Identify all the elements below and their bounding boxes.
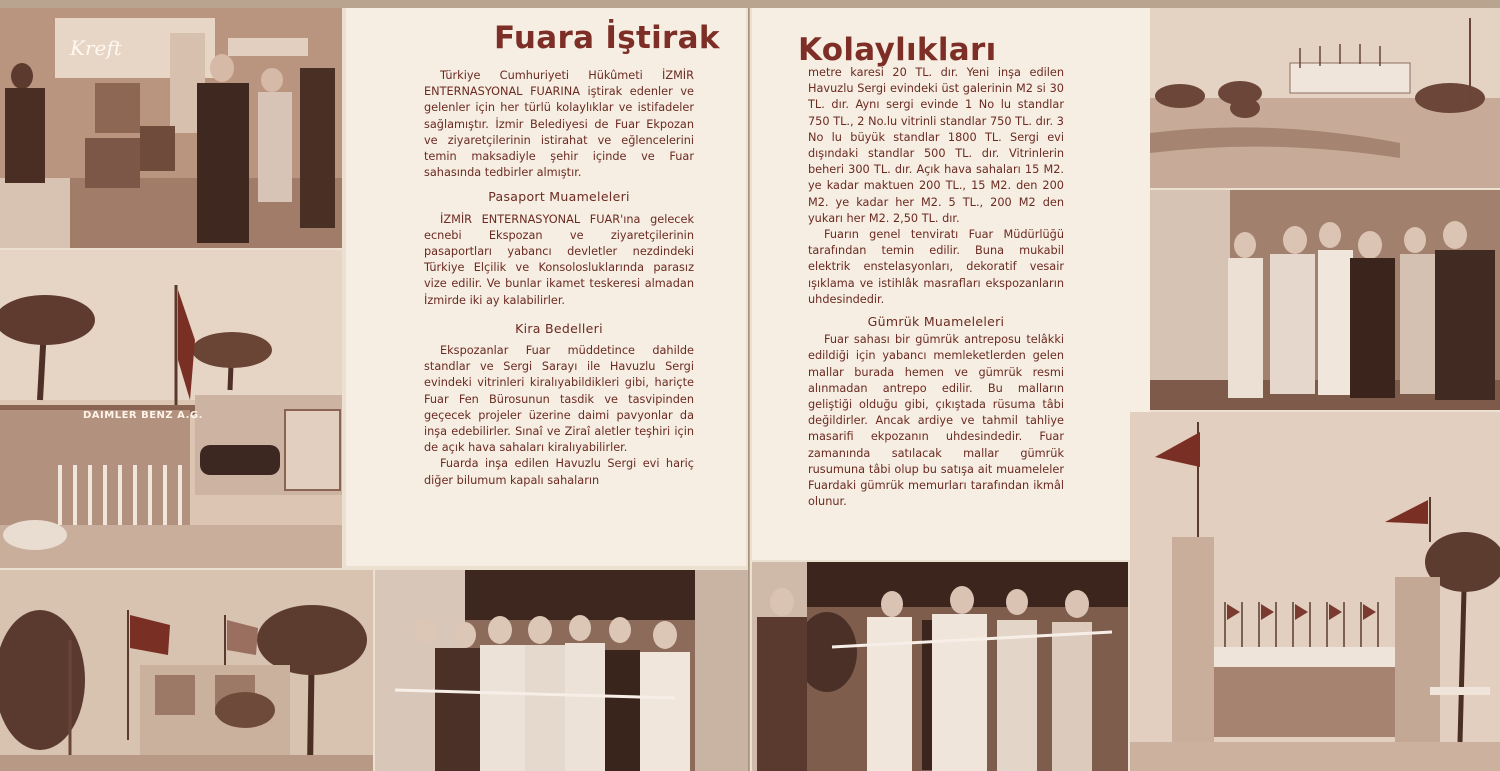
title-kolayliklari: Kolaylıkları [798,32,997,68]
pavilion-flags-illustration [0,570,373,771]
rent-paragraph-2: Fuarda inşa edilen Havuzlu Sergi evi hariç diğer bilumum kapalı sahaların [424,457,694,487]
fairground-overview-illustration [1150,8,1500,188]
rent-paragraph-1: Ekspozanlar Fuar müddetince dahilde standlar ve Sergi Sarayı ile Havuzlu Sergi evindeki vitrinleri kiralıyabildikleri gibi, hariçte Fuar Fen Bürosunun tasdik ve tasvipinden geçecek projeler üzerine daimi pavyonlar da inşa edebilirler. Sınaî ve Ziraî aletler teşhiri için de açık hava sahaları kiralıyabilirler. [424,344,694,455]
photo-ribbon-crowd-left [375,570,748,771]
photo-daimler-pavilion [0,250,342,568]
daimler-pavilion-illustration [0,250,342,568]
left-page [0,8,749,771]
photo-pavilion-flags [0,570,373,771]
left-text-column [424,68,694,489]
intro-paragraph: Türkiye Cumhuriyeti Hükûmeti İZMİR ENTERNASYONAL FUARINA iştirak edenler ve gelenler için her türlü kolaylıklar ve istifadeler sağlamıştır. İzmir Belediyesi de Fuar Ekpozan ve ziyaretçilerinin istirahat ve eğlencelerini temin maksadiyle şehir içinde ve Fuar sahasında tedbirler almıştır. [424,69,694,180]
photo-fairground-overview [1150,8,1500,188]
ribbon-crowd-left-illustration [375,570,748,771]
title-fuara-istirak: Fuara İştirak [494,20,720,56]
heading-passport: Pasaport Muameleleri [488,189,630,205]
photo-ribbon-crowd-right [752,562,1128,771]
customs-paragraph: Fuar sahası bir gümrük antreposu telâkki edildiği için yabancı memleketlerden gelen mallar burada hemen ve gümrük resmi alınmadan antrepo edilir. Bu malların geliştiği olduğu gibi, çıkıştada rüsuma tâbi değildirler. Ancak ardiye ve tahmil tahliye masarifi ekpozanın uhdesindedir. Fuar zamanında satılacak mallar gümrük rusumuna tâbi olup bu satışa ait muameleler Fuardaki gümrük memurları tarafından ikmâl olunur. [808,333,1064,509]
right-page [750,8,1500,771]
heading-customs: Gümrük Muameleleri [867,314,1005,330]
right-text-column [808,65,1064,510]
heading-rent: Kira Bedelleri [515,320,603,336]
passport-paragraph: İZMİR ENTERNASYONAL FUAR'ına gelecek ecnebi Ekspozan ve ziyaretçilerinin pasaportları yabancı devletler nezdindeki Türkiye Elçilik ve Konsolosluklarında parasız vize edilir. Ve bunlar ikamet teskeresi almadan İzmirde iki ay kalabilirler. [424,212,694,307]
photo-kreft-stand [0,8,342,248]
kreft-stand-illustration [0,8,342,248]
kreft-sign: Kreft [70,36,122,60]
flag-gate-illustration [1130,412,1500,771]
photo-officials-group [1150,190,1500,410]
ribbon-crowd-right-illustration [752,562,1128,771]
officials-group-illustration [1150,190,1500,410]
photo-flag-gate [1130,412,1500,771]
rent-continued-paragraph: metre karesi 20 TL. dır. Yeni inşa edilen Havuzlu Sergi evindeki üst galerinin M2 si 30 TL. dır. Aynı sergi evinde 1 No lu standlar 750 TL., 2 No.lu vitrinli standlar 750 TL. dır. 3 No lu büyük standlar 1800 TL. Sergi evi dışındaki standlar 500 TL. dır. Vitrinlerin beheri 300 TL. dır. Açık hava sahaları 15 M2. ye kadar maktuen 200 TL., 15 M2. den 200 M2. ye kadar her M2. 5 TL., 200 M2 den yukarı her M2. 2,50 TL. dır. [808,66,1064,225]
lighting-paragraph: Fuarın genel tenviratı Fuar Müdürlüğü tarafından temin edilir. Buna mukabil elektrik enstelasyonları, dekoratif vesair ışıklama ve istihlâk masrafları ekspozanların uhdesindedir. [808,228,1064,306]
daimler-sign: DAIMLER BENZ A.G. [83,410,203,421]
